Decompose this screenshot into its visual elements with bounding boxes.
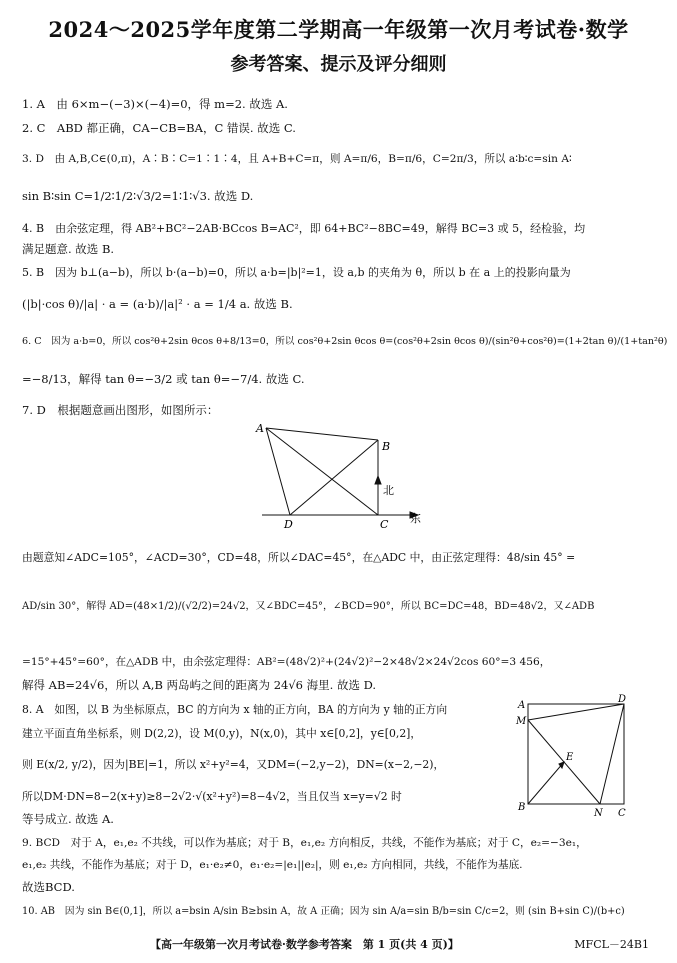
fig7-label-north: 北: [383, 484, 394, 497]
answer-line-8a: 8. A 如图，以 B 为坐标原点，BC 的方向为 x 轴的正方向，BA 的方向为 y 轴的正方向: [22, 703, 448, 716]
answer-line-9a: 9. BCD 对于 A，e₁,e₂ 不共线，可以作为基底；对于 B，e₁,e₂ 方向相反，共线，不能作为基底；对于 C，e₂=−3e₁，: [22, 837, 587, 849]
fig8-label-b: B: [518, 802, 526, 813]
fig8-label-a: A: [518, 700, 526, 711]
answer-line-5a: 5. B 因为 b⊥(a−b)，所以 b·(a−b)=0，所以 a·b=|b|²=1，设 a,b 的夹角为 θ，所以 b 在 a 上的投影向量为: [22, 266, 571, 279]
footer-code: MFCL－24B1: [574, 938, 649, 951]
fig8-label-e: E: [566, 752, 574, 763]
fig8-label-n: N: [594, 808, 603, 819]
answer-line-7c: AD/sin 30°，解得 AD=(48×1/2)/(√2/2)=24√2，又∠BDC=45°，∠BCD=90°，所以 BC=DC=48，BD=48√2，又∠ADB: [22, 601, 595, 612]
answer-line-8b: 建立平面直角坐标系，则 D(2,2)，设 M(0,y)，N(x,0)，其中 x∈[0,2]，y∈[0,2]，: [22, 727, 422, 740]
figure-8-diagram: [512, 690, 657, 820]
answer-line-4a: 4. B 由余弦定理，得 AB²+BC²−2AB·BCcos B=AC²，即 64+BC²−8BC=49，解得 BC=3 或 5，经检验，均: [22, 222, 586, 235]
page-title: 2024～2025学年度第二学期高一年级第一次月考试卷·数学: [48, 17, 629, 42]
answer-line-8e: 等号成立. 故选 A.: [22, 812, 114, 826]
fig7-label-d: D: [284, 518, 293, 531]
answer-line-5b: (|b|·cos θ)/|a| · a = (a·b)/|a|² · a = 1/4 a. 故选 B.: [22, 297, 293, 311]
answer-line-7b: 由题意知∠ADC=105°，∠ACD=30°，CD=48，所以∠DAC=45°，在△ADC 中，由正弦定理得：48/sin 45° =: [22, 551, 576, 564]
fig7-label-east: 东: [410, 512, 421, 525]
answer-line-1: 1. A 由 6×m−(−3)×(−4)=0，得 m=2. 故选 A.: [22, 97, 288, 111]
answer-line-9b: e₁,e₂ 共线，不能作为基底；对于 D，e₁·e₂≠0，e₁·e₂=|e₁||e₂|，则 e₁,e₂ 方向相同，共线，不能作为基底.: [22, 859, 523, 871]
fig7-label-b: B: [382, 440, 391, 453]
answer-line-3b: sin B∶sin C=1/2∶1/2∶√3/2=1∶1∶√3. 故选 D.: [22, 189, 254, 203]
answer-line-8c: 则 E(x/2, y/2)，因为|BE|=1，所以 x²+y²=4，又DM=(−2,y−2)，DN=(x−2,−2)，: [22, 758, 445, 771]
page-subtitle: 参考答案、提示及评分细则: [230, 54, 447, 75]
fig8-label-m: M: [516, 716, 527, 727]
answer-line-3a: 3. D 由 A,B,C∈(0,π)，A∶B∶C=1∶1∶4，且 A+B+C=π，则 A=π/6，B=π/6，C=2π/3，所以 a∶b∶c=sin A∶: [22, 153, 572, 165]
fig7-label-a: A: [256, 422, 264, 435]
answer-line-7d: =15°+45°=60°，在△ADB 中，由余弦定理得：AB²=(48√2)²+(24√2)²−2×48√2×24√2cos 60°=3 456，: [22, 656, 551, 668]
fig8-label-d: D: [618, 694, 627, 705]
figure-7-diagram: [250, 418, 430, 536]
answer-line-7e: 解得 AB=24√6，所以 A,B 两岛屿之间的距离为 24√6 海里. 故选 D.: [22, 678, 377, 692]
answer-line-4b: 满足题意. 故选 B.: [22, 242, 115, 256]
answer-line-2: 2. C ABD 都正确，CA−CB=BA，C 错误. 故选 C.: [22, 121, 296, 135]
footer-center: 【高一年级第一次月考试卷·数学参考答案 第 1 页(共 4 页)】: [150, 938, 459, 951]
answer-line-10a: 10. AB 因为 sin B∈(0,1]，所以 a=bsin A/sin B≥bsin A，故 A 正确；因为 sin A/a=sin B/b=sin C/c=2，则 (sin B+sin C)/(b+c): [22, 906, 625, 917]
fig8-label-c: C: [618, 808, 626, 819]
answer-line-8d: 所以DM·DN=8−2(x+y)≥8−2√2·√(x²+y²)=8−4√2，当且仅当 x=y=√2 时: [22, 790, 402, 803]
answer-line-6b: =−8/13，解得 tan θ=−3/2 或 tan θ=−7/4. 故选 C.: [22, 372, 305, 386]
answer-line-6a: 6. C 因为 a·b=0，所以 cos²θ+2sin θcos θ+8/13=0，所以 cos²θ+2sin θcos θ=(cos²θ+2sin θcos θ)/(sin²θ+cos²θ)=(1+2tan θ)/(1+tan²θ): [22, 336, 668, 347]
answer-line-9c: 故选BCD.: [22, 880, 75, 894]
answer-line-7a: 7. D 根据题意画出图形，如图所示：: [22, 403, 219, 417]
fig7-label-c: C: [380, 518, 389, 531]
